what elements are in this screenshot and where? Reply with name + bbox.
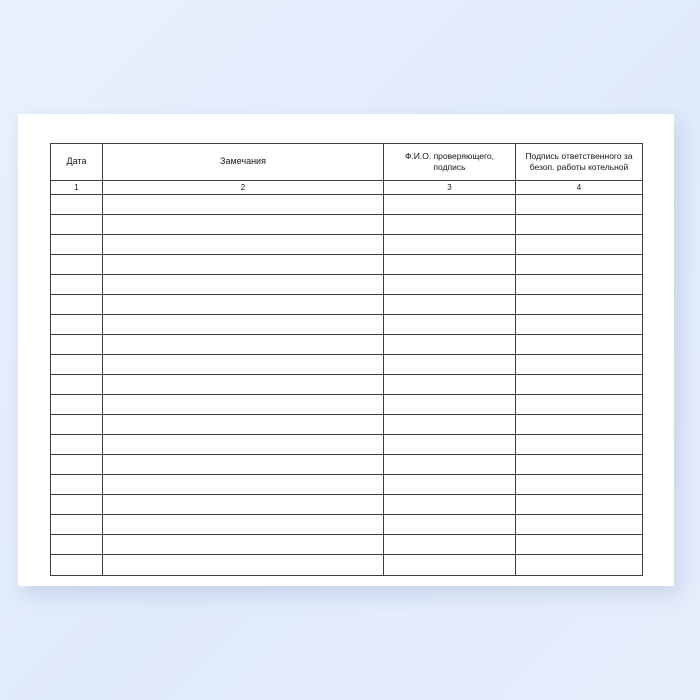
column-header-inspector-line2: подпись (433, 162, 466, 172)
table-cell-col1[interactable] (51, 555, 103, 576)
table-header-row (51, 144, 643, 181)
table-cell-col2[interactable] (103, 435, 384, 455)
table-row[interactable] (51, 195, 643, 215)
table-row[interactable] (51, 395, 643, 415)
table-cell-col3[interactable] (384, 355, 516, 375)
table-container (50, 143, 642, 576)
table-cell-col4[interactable] (516, 335, 643, 355)
column-header-responsible-line2: безоп. работы котельной (529, 162, 629, 172)
table-row[interactable] (51, 215, 643, 235)
table-row[interactable] (51, 295, 643, 315)
table-cell-col2[interactable] (103, 195, 384, 215)
table-cell-col2[interactable] (103, 455, 384, 475)
table-cell-col3[interactable] (384, 275, 516, 295)
table-cell-col4[interactable] (516, 355, 643, 375)
table-cell-col4[interactable] (516, 495, 643, 515)
column-header-remarks: Замечания (103, 144, 384, 181)
table-row[interactable] (51, 515, 643, 535)
table-cell-col2[interactable] (103, 275, 384, 295)
table-cell-col2[interactable] (103, 515, 384, 535)
column-number-2: 2 (103, 181, 384, 195)
column-number-row (51, 181, 643, 195)
table-cell-col2[interactable] (103, 495, 384, 515)
column-number-3: 3 (384, 181, 516, 195)
journal-table (50, 143, 643, 576)
table-cell-col1[interactable] (51, 535, 103, 555)
table-cell-col4[interactable] (516, 415, 643, 435)
table-row[interactable] (51, 415, 643, 435)
table-cell-col4[interactable] (516, 395, 643, 415)
table-cell-col1[interactable] (51, 435, 103, 455)
table-cell-col3[interactable] (384, 395, 516, 415)
table-cell-col3[interactable] (384, 335, 516, 355)
table-cell-col3[interactable] (384, 195, 516, 215)
table-cell-col2[interactable] (103, 475, 384, 495)
table-cell-col4[interactable] (516, 255, 643, 275)
column-number-1: 1 (51, 181, 103, 195)
table-cell-col1[interactable] (51, 375, 103, 395)
table-cell-col3[interactable] (384, 435, 516, 455)
table-cell-col1[interactable] (51, 415, 103, 435)
table-cell-col2[interactable] (103, 215, 384, 235)
table-cell-col1[interactable] (51, 195, 103, 215)
table-cell-col1[interactable] (51, 395, 103, 415)
table-cell-col1[interactable] (51, 515, 103, 535)
table-cell-col2[interactable] (103, 375, 384, 395)
column-number-4: 4 (516, 181, 643, 195)
table-cell-col4[interactable] (516, 295, 643, 315)
table-row[interactable] (51, 455, 643, 475)
table-row[interactable] (51, 535, 643, 555)
document-page (18, 114, 674, 586)
table-cell-col4[interactable] (516, 555, 643, 576)
table-cell-col3[interactable] (384, 415, 516, 435)
table-row[interactable] (51, 255, 643, 275)
table-cell-col4[interactable] (516, 275, 643, 295)
table-row[interactable] (51, 375, 643, 395)
table-cell-col2[interactable] (103, 395, 384, 415)
table-cell-col2[interactable] (103, 335, 384, 355)
table-cell-col3[interactable] (384, 255, 516, 275)
table-cell-col2[interactable] (103, 295, 384, 315)
table-cell-col3[interactable] (384, 315, 516, 335)
table-cell-col3[interactable] (384, 495, 516, 515)
table-cell-col1[interactable] (51, 355, 103, 375)
table-cell-col2[interactable] (103, 535, 384, 555)
table-cell-col4[interactable] (516, 235, 643, 255)
column-header-date: Дата (51, 144, 103, 181)
table-cell-col3[interactable] (384, 235, 516, 255)
table-row[interactable] (51, 555, 643, 576)
table-cell-col1[interactable] (51, 235, 103, 255)
table-cell-col2[interactable] (103, 355, 384, 375)
table-cell-col2[interactable] (103, 315, 384, 335)
table-cell-col4[interactable] (516, 215, 643, 235)
table-cell-col3[interactable] (384, 475, 516, 495)
table-cell-col2[interactable] (103, 235, 384, 255)
table-cell-col4[interactable] (516, 315, 643, 335)
table-cell-col1[interactable] (51, 335, 103, 355)
table-cell-col3[interactable] (384, 555, 516, 576)
column-header-responsible (516, 144, 643, 181)
table-cell-col3[interactable] (384, 535, 516, 555)
table-cell-col1[interactable] (51, 275, 103, 295)
table-cell-col1[interactable] (51, 295, 103, 315)
table-cell-col4[interactable] (516, 435, 643, 455)
table-cell-col4[interactable] (516, 475, 643, 495)
table-cell-col3[interactable] (384, 515, 516, 535)
table-row[interactable] (51, 315, 643, 335)
table-cell-col3[interactable] (384, 215, 516, 235)
table-cell-col1[interactable] (51, 455, 103, 475)
table-cell-col1[interactable] (51, 255, 103, 275)
column-header-responsible-line1: Подпись ответственного за (525, 151, 633, 162)
table-cell-col4[interactable] (516, 535, 643, 555)
table-row[interactable] (51, 275, 643, 295)
table-cell-col2[interactable] (103, 255, 384, 275)
table-cell-col2[interactable] (103, 415, 384, 435)
table-row[interactable] (51, 475, 643, 495)
table-cell-col4[interactable] (516, 515, 643, 535)
table-cell-col3[interactable] (384, 455, 516, 475)
table-row[interactable] (51, 355, 643, 375)
table-cell-col1[interactable] (51, 475, 103, 495)
table-cell-col3[interactable] (384, 295, 516, 315)
table-row[interactable] (51, 335, 643, 355)
table-cell-col2[interactable] (103, 555, 384, 576)
table-body (51, 181, 643, 576)
table-row[interactable] (51, 435, 643, 455)
table-cell-col3[interactable] (384, 375, 516, 395)
table-cell-col1[interactable] (51, 315, 103, 335)
table-header (51, 144, 643, 181)
table-cell-col1[interactable] (51, 495, 103, 515)
table-row[interactable] (51, 235, 643, 255)
column-header-inspector (384, 144, 516, 181)
table-cell-col4[interactable] (516, 455, 643, 475)
table-row[interactable] (51, 495, 643, 515)
table-cell-col1[interactable] (51, 215, 103, 235)
table-cell-col4[interactable] (516, 375, 643, 395)
table-cell-col4[interactable] (516, 195, 643, 215)
column-header-inspector-line1: Ф.И.О. проверяющего, (404, 151, 495, 162)
